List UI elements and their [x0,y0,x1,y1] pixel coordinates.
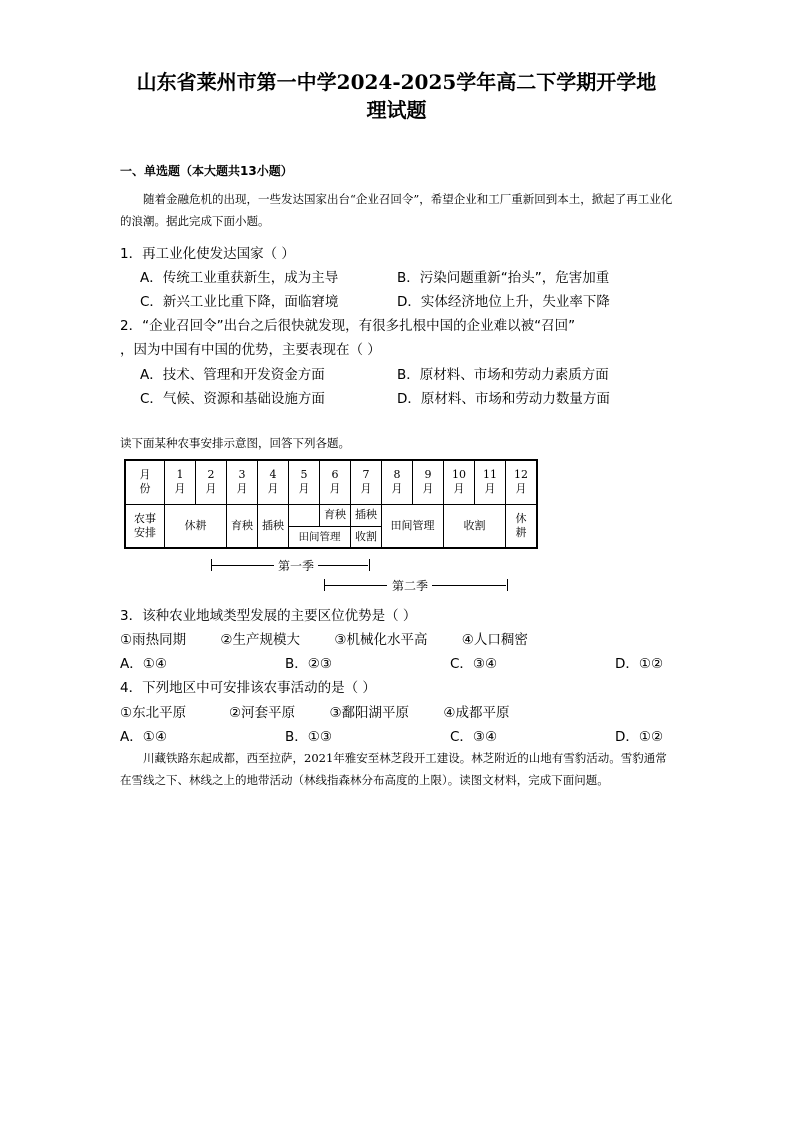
q4-option-b: B．①③ [285,729,332,745]
q4-items: ①东北平原 ②河套平原 ③鄱阳湖平原 ④成都平原 [120,705,510,721]
activity-row-top [125,504,537,526]
cell-yuyang-2: 育秧 [320,504,351,526]
q3-option-c: C．③④ [450,656,498,672]
q1-option-d: D．实体经济地位上升，失业率下降 [397,294,610,310]
cell-blank-may [289,504,320,526]
season-2-end-tick [507,579,508,591]
cell-xiugeng-2: 休 耕 [506,504,538,548]
season-1-end-tick [369,559,370,571]
q2-stem-line-1: 2．“企业召回令”出台之后很快就发现，有很多扎根中国的企业难以被“召回” [120,318,576,334]
intro-paragraph-1: 随着金融危机的出现，一些发达国家出台“企业召回令”，希望企业和工厂重新回到本土，掀起了再工业化的浪潮。据此完成下面小题。 [120,192,673,228]
title-line-1: 山东省莱州市第一中学2024-2025学年高二下学期开学地 [136,70,657,94]
q2-stem-line-2: ，因为中国有中国的优势，主要表现在（ ） [120,342,381,358]
month-cell: 10 月 [444,460,475,504]
activity-header-cell: 农事 安排 [125,504,165,548]
cell-tianjian-2: 田间管理 [382,504,444,548]
q1-option-b: B．污染问题重新“抬头”，危害加重 [397,270,610,286]
month-cell: 4 月 [258,460,289,504]
q3-option-a: A．①④ [120,656,167,672]
intro-paragraph-3: 川藏铁路东起成都，西至拉萨，2021年雅安至林芝段开工建设。林芝附近的山地有雪豹活动。雪豹通常在雪线之下、林线之上的地带活动（林线指森林分布高度的上限）。读图文材料，完成下面问题。 [120,751,667,787]
q1-stem: 1．再工业化使发达国家（ ） [120,246,295,262]
month-cell: 7 月 [351,460,382,504]
q1-option-a: A．传统工业重获新生，成为主导 [140,270,339,286]
month-cell: 12 月 [506,460,538,504]
q2-option-a: A．技术、管理和开发资金方面 [140,367,325,383]
q1-option-c: C．新兴工业比重下降，面临窘境 [140,294,339,310]
title-line-2: 理试题 [366,98,427,122]
season-1-arrow-right [318,565,368,566]
page-title [100,68,693,124]
month-header-cell: 月 份 [125,460,165,504]
q3-option-b: B．②③ [285,656,332,672]
q2-option-b: B．原材料、市场和劳动力素质方面 [397,367,609,383]
month-cell: 11 月 [475,460,506,504]
season-2-label: 第二季 [392,579,429,593]
q4-option-a: A．①④ [120,729,167,745]
month-cell: 1 月 [165,460,196,504]
cell-xiugeng: 休耕 [165,504,227,548]
month-row [125,460,537,504]
q3-stem: 3．该种农业地域类型发展的主要区位优势是（ ） [120,608,417,624]
month-cell: 2 月 [196,460,227,504]
cell-tianjian-1: 田间管理 [289,526,351,548]
cell-yuyang-1: 育秧 [227,504,258,548]
month-cell: 6 月 [320,460,351,504]
season-1-arrow-left [212,565,274,566]
cell-chayang-2: 插秧 [351,504,382,526]
season-2-arrow-right [432,585,506,586]
month-cell: 8 月 [382,460,413,504]
cell-shouge-1: 收割 [351,526,382,548]
cell-shouge-2: 收割 [444,504,506,548]
q4-stem: 4．下列地区中可安排该农事活动的是（ ） [120,680,376,696]
season-2-arrow-left [325,585,387,586]
q2-option-c: C．气候、资源和基础设施方面 [140,391,325,407]
month-cell: 9 月 [413,460,444,504]
q3-option-d: D．①② [615,656,664,672]
month-cell: 5 月 [289,460,320,504]
season-1-label: 第一季 [278,559,315,573]
q4-option-d: D．①② [615,729,664,745]
q4-option-c: C．③④ [450,729,498,745]
cell-chayang-1: 插秧 [258,504,289,548]
q3-items: ①雨热同期 ②生产规模大 ③机械化水平高 ④人口稠密 [120,632,528,648]
q2-option-d: D．原材料、市场和劳动力数量方面 [397,391,610,407]
section-heading: 一、单选题（本大题共13小题） [120,164,293,178]
farming-schedule-table [124,459,538,549]
farming-question-lead: 读下面某种农事安排示意图，回答下列各题。 [120,436,350,450]
month-cell: 3 月 [227,460,258,504]
